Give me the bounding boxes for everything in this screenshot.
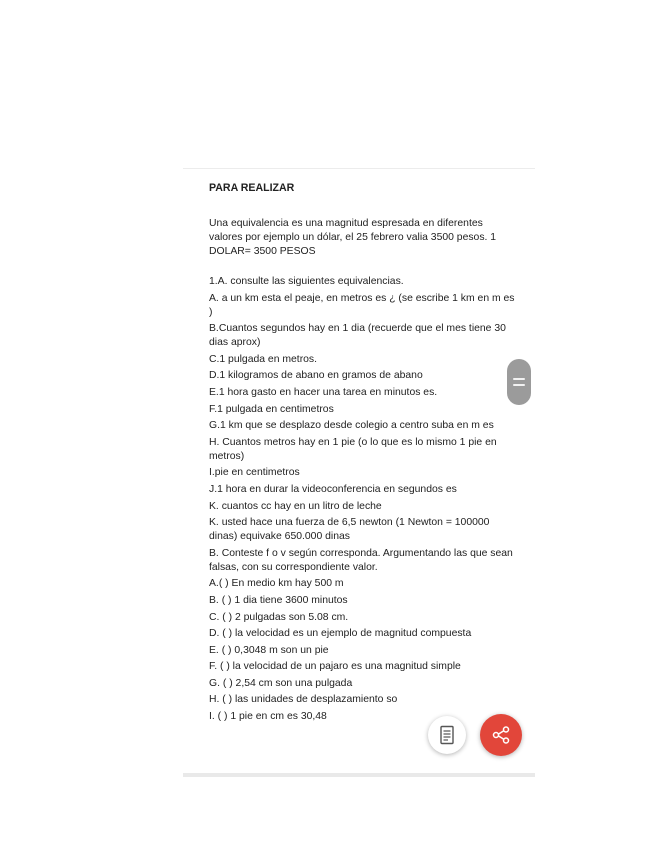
document-view-button[interactable] xyxy=(428,716,466,754)
document-content xyxy=(209,181,515,727)
document-page xyxy=(183,168,535,777)
list-item: I.pie en centimetros xyxy=(209,467,300,479)
list-item: J.1 hora en durar la videoconferencia en segundos es xyxy=(209,483,457,495)
list-item: I. ( ) 1 pie en cm es 30,48 xyxy=(209,711,327,723)
document-icon xyxy=(439,725,455,745)
list-item: G.1 km que se desplazo desde colegio a centro suba en m es xyxy=(209,420,494,432)
list-item: B. ( ) 1 dia tiene 3600 minutos xyxy=(209,594,348,606)
share-button[interactable] xyxy=(480,714,522,756)
list-item: E. ( ) 0,3048 m son un pie xyxy=(209,644,329,656)
intro-paragraph: Una equivalencia es una magnitud espresada en diferentes valores por ejemplo un dólar, el 25 febrero valia 3500 pesos. 1 DOLAR= 3500 PESOS xyxy=(209,218,497,257)
list-item: A.( ) En medio km hay 500 m xyxy=(209,578,344,590)
list-item: D.1 kilogramos de abano en gramos de abano xyxy=(209,370,423,382)
list-item: F.1 pulgada en centimetros xyxy=(209,403,334,415)
list-item: A. a un km esta el peaje, en metros es ¿ (se escribe 1 km en m es ) xyxy=(209,292,515,318)
share-icon xyxy=(491,725,511,745)
scroll-handle[interactable] xyxy=(507,359,531,405)
section-a-heading: 1.A. consulte las siguientes equivalencias. xyxy=(209,276,404,287)
list-item: H. Cuantos metros hay en 1 pie (o lo que es lo mismo 1 pie en metros) xyxy=(209,436,497,462)
list-item: C. ( ) 2 pulgadas son 5.08 cm. xyxy=(209,611,349,623)
drag-handle-icon xyxy=(513,384,525,386)
list-item: K. cuantos cc hay en un litro de leche xyxy=(209,500,382,512)
list-item: F. ( ) la velocidad de un pajaro es una magnitud simple xyxy=(209,661,461,673)
list-item: E.1 hora gasto en hacer una tarea en minutos es. xyxy=(209,386,438,398)
drag-handle-icon xyxy=(513,378,525,380)
list-item: D. ( ) la velocidad es un ejemplo de magnitud compuesta xyxy=(209,628,472,640)
list-item: H. ( ) las unidades de desplazamiento so xyxy=(209,694,398,706)
list-item: B.Cuantos segundos hay en 1 dia (recuerde que el mes tiene 30 dias aprox) xyxy=(209,323,506,349)
list-item: G. ( ) 2,54 cm son una pulgada xyxy=(209,677,353,689)
document-title: PARA REALIZAR xyxy=(209,182,295,194)
list-item: K. usted hace una fuerza de 6,5 newton (1 Newton = 100000 dinas) equivake 650.000 dinas xyxy=(209,517,490,543)
section-b-heading: B. Conteste f o v según corresponda. Argumentando las que sean falsas, con su correspondiente valor. xyxy=(209,547,513,573)
list-item: C.1 pulgada en metros. xyxy=(209,353,318,365)
